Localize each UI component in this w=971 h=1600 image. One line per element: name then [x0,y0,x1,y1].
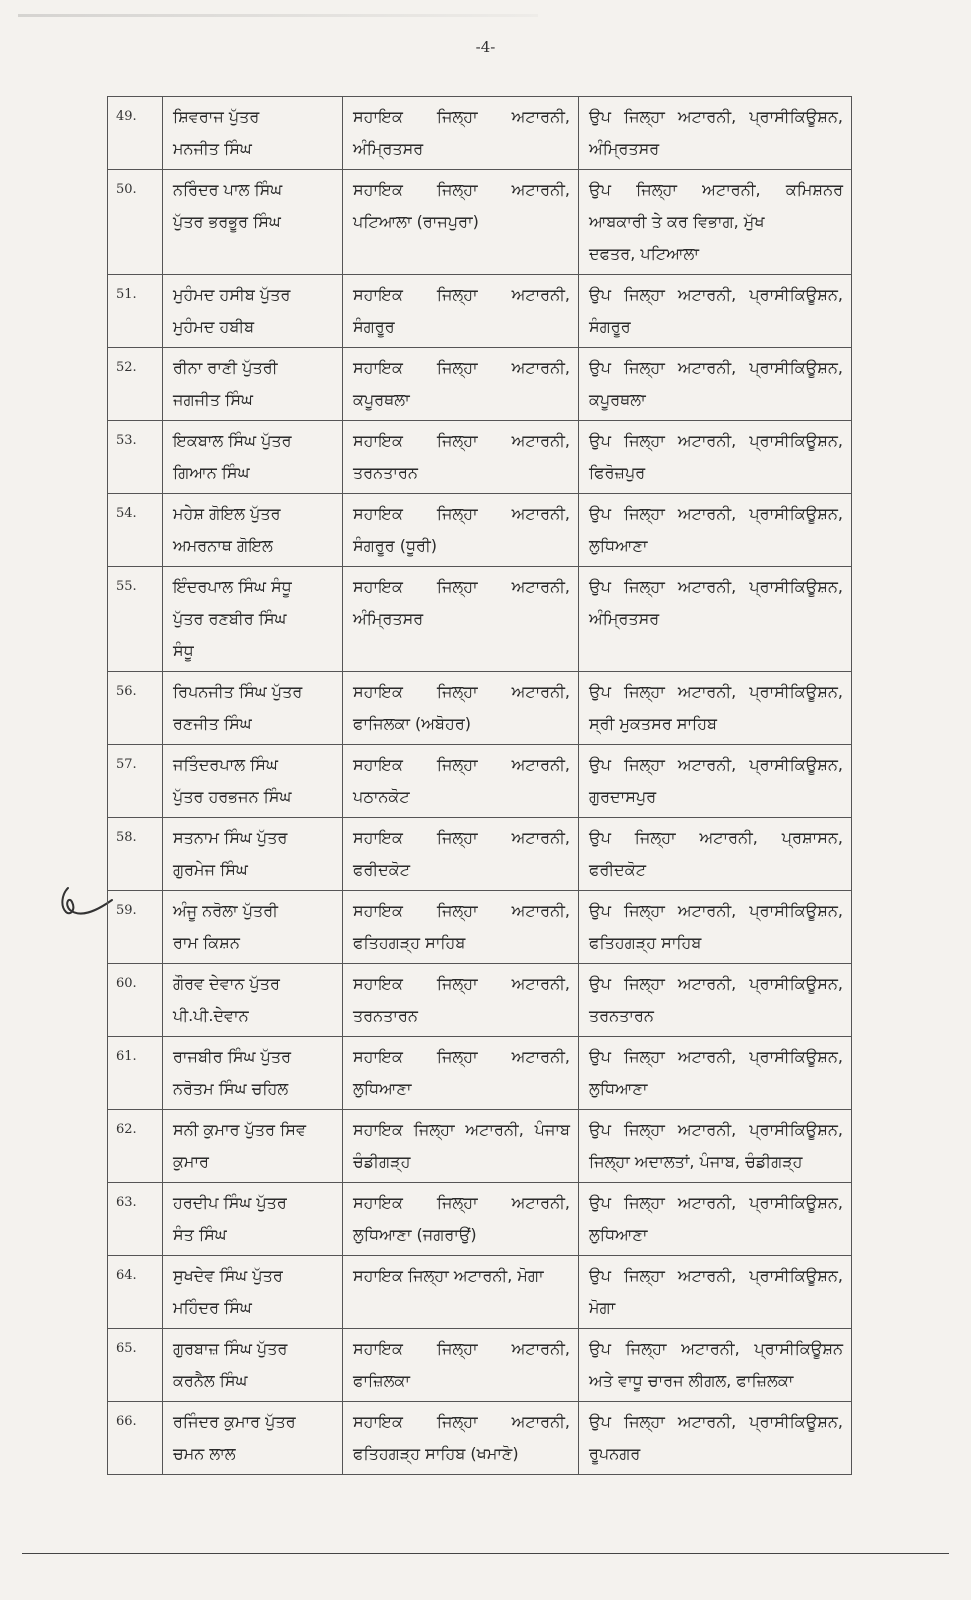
table-row [108,745,852,818]
new-posting-line: ਉਪ ਜਿਲ੍ਹਾ ਅਟਾਰਨੀ, ਕਮਿਸ਼ਨਰ [589,180,843,199]
new-posting-line: ਉਪ ਜਿਲ੍ਹਾ ਅਟਾਰਨੀ, ਪ੍ਰਾਸੀਕਿਊਸ਼ਨ, [589,1412,843,1431]
table-row [108,1256,852,1329]
new-posting-line: ਉਪ ਜਿਲ੍ਹਾ ਅਟਾਰਨੀ, ਪ੍ਰਾਸੀਕਿਊਸ਼ਨ [589,1339,843,1358]
new-posting-line: ਉਪ ਜਿਲ੍ਹਾ ਅਟਾਰਨੀ, ਪ੍ਰਾਸੀਕਿਊਸ਼ਨ, [589,901,843,920]
current-posting-line: ਸਹਾਇਕ ਜਿਲ੍ਹਾ ਅਟਾਰਨੀ, [353,1412,570,1431]
current-posting [343,745,579,818]
new-posting [579,170,852,275]
current-posting-line: ਸੰਗਰੂਰ (ਧੂਰੀ) [353,536,438,555]
table-row [108,891,852,964]
officer-name-line: ਇੰਦਰਪਾਲ ਸਿੰਘ ਸੰਧੂ [173,577,292,596]
officer-name [163,745,343,818]
scan-edge-shadow [18,14,538,17]
officer-name-line: ਹਰਦੀਪ ਸਿੰਘ ਪੁੱਤਰ [173,1193,287,1212]
current-posting-line: ਪਟਿਆਲਾ (ਰਾਜਪੁਰਾ) [353,212,479,231]
serial-number: 51. [108,275,163,348]
table-row [108,1183,852,1256]
officer-name [163,964,343,1037]
serial-number: 56. [108,672,163,745]
officer-name-line: ਪੀ.ਪੀ.ਦੇਵਾਨ [173,1006,249,1025]
serial-number: 59. [108,891,163,964]
new-posting-line: ਉਪ ਜਿਲ੍ਹਾ ਅਟਾਰਨੀ, ਪ੍ਰਾਸੀਕਿਊਸ਼ਨ, [589,755,843,774]
current-posting [343,891,579,964]
new-posting-line: ਆਬਕਾਰੀ ਤੇ ਕਰ ਵਿਭਾਗ, ਮੁੱਖ [589,212,765,231]
new-posting [579,275,852,348]
new-posting-line: ਉਪ ਜਿਲ੍ਹਾ ਅਟਾਰਨੀ, ਪ੍ਰਾਸੀਕਿਊਸ਼ਨ, [589,1047,843,1066]
current-posting [343,97,579,170]
current-posting-line: ਸਹਾਇਕ ਜਿਲ੍ਹਾ ਅਟਾਰਨੀ, [353,974,570,993]
officer-name [163,818,343,891]
officer-name-line: ਗੁਰਬਾਜ਼ ਸਿੰਘ ਪੁੱਤਰ [173,1339,288,1358]
table-row [108,1037,852,1110]
new-posting-line: ਉਪ ਜਿਲ੍ਹਾ ਅਟਾਰਨੀ, ਪ੍ਰਾਸੀਕਿਊਸ਼ਨ, [589,504,843,523]
officer-name [163,1037,343,1110]
officer-name [163,1110,343,1183]
officer-name [163,1183,343,1256]
officer-name-line: ਚਮਨ ਲਾਲ [173,1444,236,1463]
table-row [108,964,852,1037]
serial-number: 57. [108,745,163,818]
current-posting [343,964,579,1037]
new-posting-line: ਰੂਪਨਗਰ [589,1444,641,1463]
current-posting [343,421,579,494]
new-posting [579,818,852,891]
current-posting-line: ਸਹਾਇਕ ਜਿਲ੍ਹਾ ਅਟਾਰਨੀ, [353,577,570,596]
current-posting-line: ਸਹਾਇਕ ਜਿਲ੍ਹਾ ਅਟਾਰਨੀ, [353,1339,570,1358]
current-posting-line: ਸਹਾਇਕ ਜਿਲ੍ਹਾ ਅਟਾਰਨੀ, [353,755,570,774]
current-posting [343,1402,579,1475]
new-posting-line: ਫਰੀਦਕੋਟ [589,860,646,879]
new-posting [579,1329,852,1402]
new-posting [579,1256,852,1329]
officer-name-line: ਗੌਰਵ ਦੇਵਾਨ ਪੁੱਤਰ [173,974,280,993]
officer-name-line: ਰਾਮ ਕਿਸ਼ਨ [173,933,240,952]
new-posting-line: ਫਤਿਹਗੜ੍ਹ ਸਾਹਿਬ [589,933,702,952]
current-posting-line: ਤਰਨਤਾਰਨ [353,1006,418,1025]
current-posting [343,1183,579,1256]
officer-name [163,891,343,964]
new-posting [579,1402,852,1475]
table-row [108,494,852,567]
officer-name [163,421,343,494]
officer-name-line: ਨਰਿੰਦਰ ਪਾਲ ਸਿੰਘ [173,180,283,199]
new-posting-line: ਲੁਧਿਆਣਾ [589,1079,648,1098]
officer-name-line: ਰਣਜੀਤ ਸਿੰਘ [173,714,252,733]
new-posting-line: ਅਤੇ ਵਾਧੂ ਚਾਰਜ ਲੀਗਲ, ਫਾਜ਼ਿਲਕਾ [589,1371,794,1390]
officer-name-line: ਅੰਜੂ ਨਰੋਲਾ ਪੁੱਤਰੀ [173,901,278,920]
officer-name-line: ਸੰਤ ਸਿੰਘ [173,1225,227,1244]
new-posting-line: ਫਿਰੋਜ਼ਪੁਰ [589,463,646,482]
new-posting-line: ਤਰਨਤਾਰਨ [589,1006,654,1025]
new-posting-line: ਦਫਤਰ, ਪਟਿਆਲਾ [589,244,699,263]
current-posting-line: ਸਹਾਇਕ ਜਿਲ੍ਹਾ ਅਟਾਰਨੀ, [353,358,570,377]
officer-name-line: ਗੁਰਮੇਜ ਸਿੰਘ [173,860,248,879]
new-posting-line: ਸ੍ਰੀ ਮੁਕਤਸਰ ਸਾਹਿਬ [589,714,718,733]
current-posting-line: ਚੰਡੀਗੜ੍ਹ [353,1152,411,1171]
officer-name-line: ਰਾਜਬੀਰ ਸਿੰਘ ਪੁੱਤਰ [173,1047,292,1066]
new-posting-line: ਉਪ ਜਿਲ੍ਹਾ ਅਟਾਰਨੀ, ਪ੍ਰਾਸੀਕਿਊਸ਼ਨ, [589,107,843,126]
new-posting-line: ਉਪ ਜਿਲ੍ਹਾ ਅਟਾਰਨੀ, ਪ੍ਰਾਸੀਕਿਊਸ਼ਨ, [589,1120,843,1139]
current-posting-line: ਤਰਨਤਾਰਨ [353,463,418,482]
serial-number: 50. [108,170,163,275]
officer-name [163,275,343,348]
current-posting-line: ਸਹਾਇਕ ਜਿਲ੍ਹਾ ਅਟਾਰਨੀ, [353,1047,570,1066]
officer-name [163,1256,343,1329]
officer-name-line: ਅਮਰਨਾਥ ਗੋਇਲ [173,536,273,555]
table-row [108,421,852,494]
current-posting-line: ਸਹਾਇਕ ਜਿਲ੍ਹਾ ਅਟਾਰਨੀ, [353,828,570,847]
serial-number: 62. [108,1110,163,1183]
serial-number: 58. [108,818,163,891]
current-posting-line: ਸਹਾਇਕ ਜਿਲ੍ਹਾ ਅਟਾਰਨੀ, [353,107,570,126]
serial-number: 53. [108,421,163,494]
serial-number: 61. [108,1037,163,1110]
officer-name-line: ਸ਼ਿਵਰਾਜ ਪੁੱਤਰ [173,107,260,126]
new-posting-line: ਅੰਮ੍ਰਿਤਸਰ [589,609,660,628]
serial-number: 52. [108,348,163,421]
new-posting-line: ਉਪ ਜਿਲ੍ਹਾ ਅਟਾਰਨੀ, ਪ੍ਰਾਸੀਕਿਊਸਨ, [589,974,843,993]
officer-name-line: ਜਗਜੀਤ ਸਿੰਘ [173,390,253,409]
officer-name [163,494,343,567]
current-posting [343,348,579,421]
officer-name [163,348,343,421]
current-posting [343,1256,579,1329]
serial-number: 65. [108,1329,163,1402]
officer-name-line: ਸਤਨਾਮ ਸਿੰਘ ਪੁੱਤਰ [173,828,288,847]
transfer-table [107,96,852,1475]
current-posting [343,275,579,348]
officer-name-line: ਜਤਿੰਦਰਪਾਲ ਸਿੰਘ [173,755,278,774]
officer-name-line: ਮੁਹੰਮਦ ਹਬੀਬ [173,317,255,336]
new-posting [579,891,852,964]
new-posting-line: ਉਪ ਜਿਲ੍ਹਾ ਅਟਾਰਨੀ, ਪ੍ਰਾਸੀਕਿਊਸ਼ਨ, [589,431,843,450]
current-posting-line: ਫਰੀਦਕੋਟ [353,860,410,879]
current-posting-line: ਪਠਾਨਕੋਟ [353,787,410,806]
table-row [108,1329,852,1402]
new-posting-line: ਲੁਧਿਆਣਾ [589,1225,648,1244]
current-posting-line: ਸਹਾਇਕ ਜਿਲ੍ਹਾ ਅਟਾਰਨੀ, [353,1193,570,1212]
table-row [108,1402,852,1475]
new-posting [579,348,852,421]
new-posting-line: ਉਪ ਜਿਲ੍ਹਾ ਅਟਾਰਨੀ, ਪ੍ਰਸ਼ਾਸਨ, [589,828,843,847]
new-posting [579,672,852,745]
officer-name-line: ਪੁੱਤਰ ਹਰਭਜਨ ਸਿੰਘ [173,787,292,806]
current-posting [343,170,579,275]
officer-name-line: ਮੁਹੰਮਦ ਹਸੀਬ ਪੁੱਤਰ [173,285,291,304]
current-posting-line: ਸਹਾਇਕ ਜਿਲ੍ਹਾ ਅਟਾਰਨੀ, [353,285,570,304]
new-posting [579,745,852,818]
current-posting [343,1110,579,1183]
new-posting [579,494,852,567]
officer-name-line: ਨਰੋਤਮ ਸਿੰਘ ਚਹਿਲ [173,1079,289,1098]
new-posting-line: ਉਪ ਜਿਲ੍ਹਾ ਅਟਾਰਨੀ, ਪ੍ਰਾਸੀਕਿਊਸ਼ਨ, [589,358,843,377]
new-posting-line: ਅੰਮ੍ਰਿਤਸਰ [589,139,660,158]
officer-name-line: ਮਹਿੰਦਰ ਸਿੰਘ [173,1298,252,1317]
new-posting [579,567,852,672]
current-posting-line: ਕਪੂਰਥਲਾ [353,390,410,409]
current-posting [343,672,579,745]
current-posting-line: ਅੰਮ੍ਰਿਤਸਰ [353,609,424,628]
officer-name [163,672,343,745]
new-posting-line: ਗੁਰਦਾਸਪੁਰ [589,787,657,806]
current-posting-line: ਫਾਜਿਲਕਾ (ਅਬੋਹਰ) [353,714,471,733]
page-number: -4- [475,38,496,56]
table-row [108,672,852,745]
serial-number: 54. [108,494,163,567]
officer-name-line: ਮਹੇਸ਼ ਗੋਇਲ ਪੁੱਤਰ [173,504,281,523]
table-row [108,275,852,348]
officer-name-line: ਰੀਨਾ ਰਾਣੀ ਪੁੱਤਰੀ [173,358,278,377]
serial-number: 66. [108,1402,163,1475]
new-posting [579,1037,852,1110]
current-posting-line: ਸਹਾਇਕ ਜਿਲ੍ਹਾ ਅਟਾਰਨੀ, ਪੰਜਾਬ [353,1120,570,1139]
new-posting-line: ਉਪ ਜਿਲ੍ਹਾ ਅਟਾਰਨੀ, ਪ੍ਰਾਸੀਕਿਊਸ਼ਨ, [589,285,843,304]
serial-number: 49. [108,97,163,170]
new-posting-line: ਜਿਲ੍ਹਾ ਅਦਾਲਤਾਂ, ਪੰਜਾਬ, ਚੰਡੀਗੜ੍ਹ [589,1152,803,1171]
officer-name [163,97,343,170]
serial-number: 63. [108,1183,163,1256]
officer-name-line: ਸੰਧੂ [173,641,194,660]
serial-number: 64. [108,1256,163,1329]
new-posting-line: ਲੁਧਿਆਣਾ [589,536,648,555]
new-posting-line: ਕਪੂਰਥਲਾ [589,390,646,409]
officer-name-line: ਸੁਖਦੇਵ ਸਿੰਘ ਪੁੱਤਰ [173,1266,283,1285]
current-posting-line: ਅੰਮ੍ਰਿਤਸਰ [353,139,424,158]
current-posting-line: ਸਹਾਇਕ ਜਿਲ੍ਹਾ ਅਟਾਰਨੀ, [353,431,570,450]
officer-name-line: ਕਰਨੈਲ ਸਿੰਘ [173,1371,248,1390]
current-posting-line: ਸਹਾਇਕ ਜਿਲ੍ਹਾ ਅਟਾਰਨੀ, [353,901,570,920]
current-posting [343,1329,579,1402]
officer-name [163,1329,343,1402]
table-row [108,170,852,275]
bottom-rule [22,1553,949,1554]
current-posting [343,818,579,891]
officer-name-line: ਮਨਜੀਤ ਸਿੰਘ [173,139,252,158]
current-posting-line: ਸਹਾਇਕ ਜਿਲ੍ਹਾ ਅਟਾਰਨੀ, [353,682,570,701]
serial-number: 55. [108,567,163,672]
officer-name-line: ਇਕਬਾਲ ਸਿੰਘ ਪੁੱਤਰ [173,431,292,450]
officer-name-line: ਪੁੱਤਰ ਭਰਭੂਰ ਸਿੰਘ [173,212,281,231]
current-posting-line: ਸੰਗਰੂਰ [353,317,395,336]
officer-name-line: ਗਿਆਨ ਸਿੰਘ [173,463,250,482]
current-posting-line: ਫਾਜ਼ਿਲਕਾ [353,1371,410,1390]
officer-name [163,567,343,672]
new-posting [579,97,852,170]
officer-name-line: ਕੁਮਾਰ [173,1152,209,1171]
current-posting-line: ਸਹਾਇਕ ਜਿਲ੍ਹਾ ਅਟਾਰਨੀ, [353,180,570,199]
new-posting [579,1110,852,1183]
current-posting-line: ਫਤਿਹਗੜ੍ਹ ਸਾਹਿਬ (ਖਮਾਣੋ) [353,1444,519,1463]
new-posting-line: ਉਪ ਜਿਲ੍ਹਾ ਅਟਾਰਨੀ, ਪ੍ਰਾਸੀਕਿਊਸ਼ਨ, [589,1193,843,1212]
new-posting-line: ਉਪ ਜਿਲ੍ਹਾ ਅਟਾਰਨੀ, ਪ੍ਰਾਸੀਕਿਊਸ਼ਨ, [589,577,843,596]
table-row [108,1110,852,1183]
current-posting-line: ਫਤਿਹਗੜ੍ਹ ਸਾਹਿਬ [353,933,466,952]
new-posting [579,964,852,1037]
new-posting-line: ਸੰਗਰੂਰ [589,317,631,336]
new-posting-line: ਉਪ ਜਿਲ੍ਹਾ ਅਟਾਰਨੀ, ਪ੍ਰਾਸੀਕਿਊਸ਼ਨ, [589,1266,843,1285]
current-posting-line: ਲੁਧਿਆਣਾ (ਜਗਰਾਉਂ) [353,1225,477,1244]
officer-name-line: ਸਨੀ ਕੁਮਾਰ ਪੁੱਤਰ ਸਿਵ [173,1120,306,1139]
current-posting [343,1037,579,1110]
new-posting [579,421,852,494]
current-posting-line: ਸਹਾਇਕ ਜਿਲ੍ਹਾ ਅਟਾਰਨੀ, [353,504,570,523]
table-row [108,348,852,421]
officer-name [163,170,343,275]
officer-name [163,1402,343,1475]
officer-name-line: ਰਜਿੰਦਰ ਕੁਮਾਰ ਪੁੱਤਰ [173,1412,296,1431]
new-posting-line: ਉਪ ਜਿਲ੍ਹਾ ਅਟਾਰਨੀ, ਪ੍ਰਾਸੀਕਿਊਸ਼ਨ, [589,682,843,701]
current-posting-line: ਲੁਧਿਆਣਾ [353,1079,412,1098]
current-posting [343,567,579,672]
table-row [108,567,852,672]
table-row [108,97,852,170]
current-posting [343,494,579,567]
officer-name-line: ਰਿਪਨਜੀਤ ਸਿੰਘ ਪੁੱਤਰ [173,682,303,701]
table-row [108,818,852,891]
current-posting-line: ਸਹਾਇਕ ਜਿਲ੍ਹਾ ਅਟਾਰਨੀ, ਮੋਗਾ [353,1266,544,1285]
new-posting [579,1183,852,1256]
officer-name-line: ਪੁੱਤਰ ਰਣਬੀਰ ਸਿੰਘ [173,609,287,628]
serial-number: 60. [108,964,163,1037]
new-posting-line: ਮੋਗਾ [589,1298,616,1317]
